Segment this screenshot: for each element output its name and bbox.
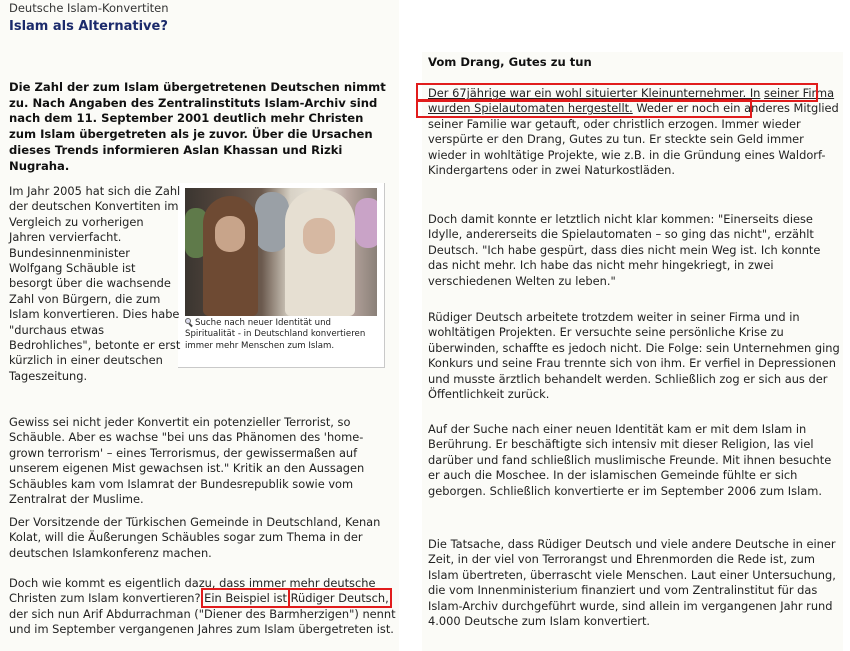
- article-paragraph-highlighted: [428, 86, 840, 178]
- article-title[interactable]: Islam als Alternative?: [9, 19, 168, 34]
- article-paragraph: Gewiss sei nicht jeder Konvertit ein potenzieller Terrorist, so Schäuble. Aber es wachse "bei uns das Phänomen des 'home-grown terrorism' – eines Terrorismus, der gewissermaßen auf unserem eigenen Mist gewachsen ist." Kritik an den Aussagen Schäubles kam vom Islamrat der Bundesrepublik sowie vom Zentralrat der Muslime.: [9, 415, 365, 507]
- article-paragraph: [9, 184, 394, 384]
- article-paragraph: Auf der Suche nach einer neuen Identität kam er mit dem Islam in Berührung. Er beschäftigte sich intensiv mit dieser Religion, las viel darüber und fand schließlich muslimische Freunde. Mit ihnen besuchte er auch die Moschee. In der islamischen Gemeinde fühlte er sich geborgen. Schließlich konvertierte er im September 2006 zum Islam.: [428, 422, 832, 498]
- highlighted-text-2: seiner Firma wurden Spielautomaten hergestellt.: [428, 86, 835, 116]
- highlighted-text-1: Der 67jährige war ein wohl situierter Kleinunternehmer. In: [428, 86, 761, 100]
- figure-caption-text: Suche nach neuer Identität und Spiritualität - in Deutschland konvertieren immer mehr Menschen zum Islam.: [185, 318, 366, 351]
- article-paragraph-text: Im Jahr 2005 hat sich die Zahl der deutschen Konvertiten im Vergleich zu vorherigen Jahren vervierfacht. Bundesinnenminister Wolfgang Schäuble ist besorgt über die wachsende Zahl von Bürgern, die zum Islam konvertieren. Dies habe "durchaus etwas Bedrohliches", betonte er erst kürzlich in einer deutschen Tageszeitung.: [9, 184, 181, 383]
- article-paragraph: Der Vorsitzende der Türkischen Gemeinde in Deutschland, Kenan Kolat, will die Äußerungen Schäubles sogar zum Thema in der deutschen Islamkonferenz machen.: [9, 515, 381, 560]
- paragraph-text: Doch wie kommt es eigentlich dazu, dass immer mehr deutsche Christen zum Islam konvertieren?: [9, 576, 376, 606]
- article-paragraph: Rüdiger Deutsch arbeitete trotzdem weiter in seiner Firma und in wohltätigen Projekten. Er versuchte seine persönliche Krise zu überwinden, schaffte es jedoch nicht. Die Folge: sein Unternehmen ging Konkurs und seine Frau trennte sich von ihm. Er verfiel in Depressionen und musste ärztlich behandelt werden. Schließlich zog er sich aus der Öffentlichkeit zurück.: [428, 310, 840, 402]
- article-paragraph: Doch damit konnte er letztlich nicht klar kommen: "Einerseits diese Idylle, andererseits die Spielautomaten – so ging das nicht", erzählt Deutsch. "Ich habe gespürt, dass dies nicht mein Weg ist. Ich konnte das nicht mehr. Ich habe das nicht mehr hingekriegt, in zwei verschiedenen Welten zu leben.": [428, 212, 821, 288]
- article-paragraph-highlighted: [9, 576, 397, 638]
- left-article-panel: [0, 0, 399, 651]
- figure-spacer: [188, 183, 394, 369]
- paragraph-text: der sich nun Arif Abdurrachman ("Diener des Barmherzigen") nennt und im September vergangenen Jahres zum Islam übergetreten ist.: [9, 606, 396, 637]
- article-lead: Die Zahl der zum Islam übergetretenen Deutschen nimmt zu. Nach Angaben des Zentralinstituts Islam-Archiv sind nach dem 11. September 2001 deutlich mehr Christen zum Islam übergetreten als je zuvor. Über die Ursachen dieses Trends informieren Aslan Khassan und Rizki Nugraha.: [9, 80, 386, 173]
- section-subheading: Vom Drang, Gutes zu tun: [428, 55, 592, 69]
- article-paragraph: Die Tatsache, dass Rüdiger Deutsch und viele andere Deutsche in einer Zeit, in der viel von Terrorangst und Ehrenmorden die Rede ist, zum Islam übertreten, überrascht viele Menschen. Laut einer Untersuchung, die vom Innenministerium finanziert und vom Zentralinstitut für das Islam-Archiv durchgeführt wurde, sind allein im vergangenen Jahr rund 4.000 Deutsche zum Islam konvertiert.: [428, 537, 836, 629]
- paragraph-text: Weder er noch ein anderes Mitglied seiner Familie war getauft, oder christlich erzogen. Immer wieder verspürte er den Drang, Gutes zu tun. Er steckte sein Geld immer wieder in wohltätige Projekte, wie z.B. in die Gründung eines Waldorf-Kindergartens oder in zwei Naturkostläden.: [428, 101, 839, 178]
- right-article-panel: [422, 52, 843, 651]
- article-kicker: Deutsche Islam-Konvertiten: [9, 1, 169, 15]
- highlight-box-example: Ein Beispiel ist: [204, 591, 288, 606]
- highlight-box-name: Rüdiger Deutsch,: [290, 591, 389, 606]
